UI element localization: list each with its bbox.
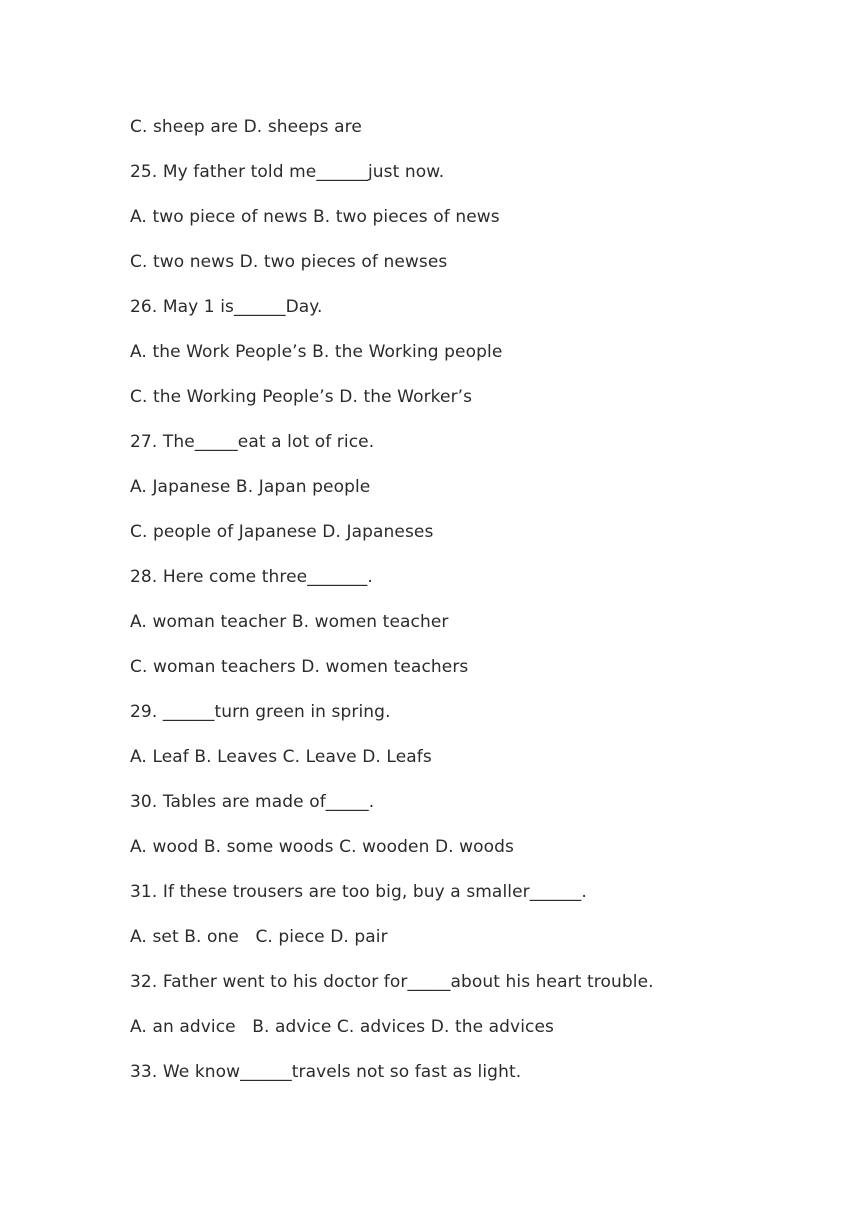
question-27: 27. The_____eat a lot of rice. bbox=[130, 432, 375, 452]
text-line: C. sheep are D. sheeps are bbox=[130, 117, 362, 137]
options-line: A. the Work People’s B. the Working people bbox=[130, 342, 503, 362]
options-line: A. Leaf B. Leaves C. Leave D. Leafs bbox=[130, 747, 432, 767]
options-line: A. Japanese B. Japan people bbox=[130, 477, 371, 497]
options-line: A. wood B. some woods C. wooden D. woods bbox=[130, 837, 515, 857]
options-line: C. the Working People’s D. the Worker’s bbox=[130, 387, 473, 407]
question-31: 31. If these trousers are too big, buy a smaller______. bbox=[130, 882, 587, 902]
question-28: 28. Here come three_______. bbox=[130, 567, 373, 587]
question-29: 29. ______turn green in spring. bbox=[130, 702, 391, 722]
options-line: C. people of Japanese D. Japaneses bbox=[130, 522, 434, 542]
options-line: C. woman teachers D. women teachers bbox=[130, 657, 469, 677]
question-30: 30. Tables are made of_____. bbox=[130, 792, 375, 812]
question-list bbox=[130, 114, 830, 1104]
question-26: 26. May 1 is______Day. bbox=[130, 297, 323, 317]
question-33: 33. We know______travels not so fast as light. bbox=[130, 1062, 522, 1082]
options-line: A. woman teacher B. women teacher bbox=[130, 612, 449, 632]
question-25: 25. My father told me______just now. bbox=[130, 162, 445, 182]
options-line: A. set B. one C. piece D. pair bbox=[130, 927, 388, 947]
options-line: A. an advice B. advice C. advices D. the advices bbox=[130, 1017, 555, 1037]
options-line: A. two piece of news B. two pieces of news bbox=[130, 207, 500, 227]
question-32: 32. Father went to his doctor for_____about his heart trouble. bbox=[130, 972, 654, 992]
options-line: C. two news D. two pieces of newses bbox=[130, 252, 448, 272]
